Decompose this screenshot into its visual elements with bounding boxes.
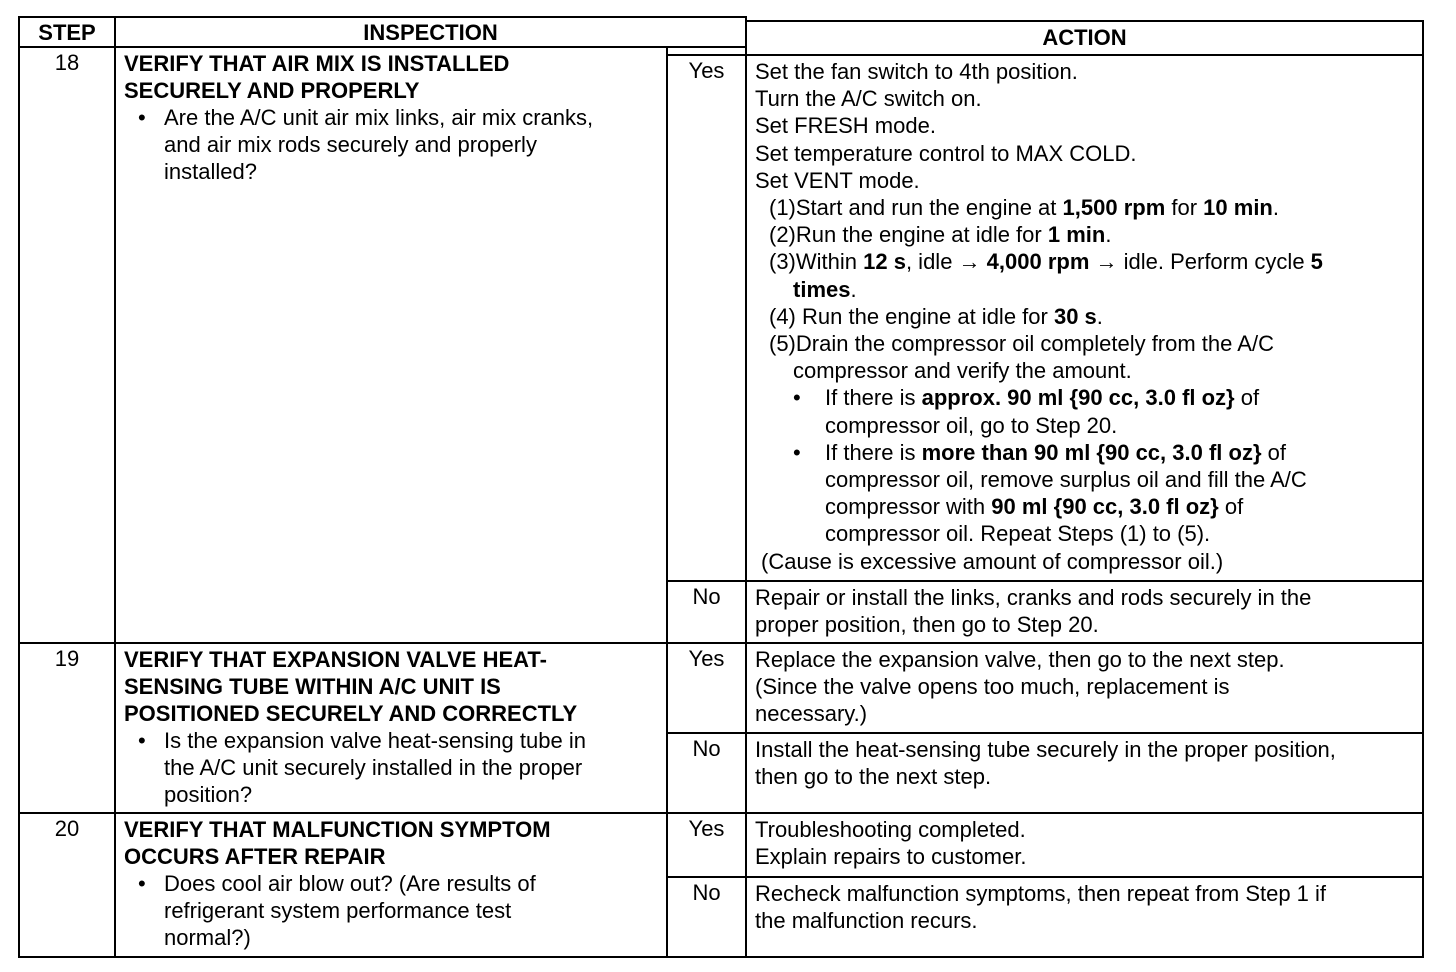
substep-2: (2)Run the engine at idle for 1 min. xyxy=(769,222,1112,248)
oil-bullet-more-than: • If there is more than 90 ml {90 cc, 3.0 fl oz} of xyxy=(755,439,1414,466)
step-19-question xyxy=(124,727,658,808)
oil-bullet-more-than-cont: compressor oil, remove surplus oil and fill the A/C xyxy=(825,467,1307,493)
step-18-no-label: No xyxy=(666,580,747,644)
question-line: • Are the A/C unit air mix links, air mix cranks, xyxy=(164,105,594,130)
question-bullet xyxy=(164,870,658,951)
title-line: VERIFY THAT MALFUNCTION SYMPTOM xyxy=(124,817,551,842)
title-line: VERIFY THAT EXPANSION VALVE HEAT- xyxy=(124,647,547,672)
step-19-no-label: No xyxy=(666,732,747,814)
troubleshooting-table xyxy=(18,16,1424,958)
question-line: • Is the expansion valve heat-sensing tube in xyxy=(164,728,586,753)
oil-bullet-more-than-cont: compressor oil. Repeat Steps (1) to (5). xyxy=(825,521,1211,547)
action-line: Troubleshooting completed. xyxy=(755,817,1026,842)
header-inspection: INSPECTION xyxy=(114,16,747,48)
oil-bullet-approx: • If there is approx. 90 ml {90 cc, 3.0 fl oz} of xyxy=(755,384,1414,411)
question-line: and air mix rods securely and properly xyxy=(164,132,537,157)
substep-4: (4) Run the engine at idle for 30 s. xyxy=(769,303,1103,329)
step-number-19: 19 xyxy=(18,642,116,814)
action-line: then go to the next step. xyxy=(755,764,992,790)
action-line: (Since the valve opens too much, replacement is xyxy=(755,674,1230,700)
substep-3-cont: times. xyxy=(793,276,857,302)
question-bullet xyxy=(164,727,658,808)
action-line: Repair or install the links, cranks and rods securely in the xyxy=(755,585,1312,610)
step-19-inspection xyxy=(114,642,668,814)
action-line: Install the heat-sensing tube securely in the proper position, xyxy=(755,737,1336,762)
header-step: STEP xyxy=(18,16,116,48)
action-line: Set the fan switch to 4th position. xyxy=(755,59,1078,84)
action-line: Set temperature control to MAX COLD. xyxy=(755,140,1137,166)
substep-5: (5)Drain the compressor oil completely from the A/C xyxy=(769,331,1274,357)
title-line: OCCURS AFTER REPAIR xyxy=(124,844,386,869)
action-line: necessary.) xyxy=(755,701,868,727)
question-bullet xyxy=(164,104,658,185)
step-19-no-action xyxy=(745,732,1424,814)
step-19-yes-action xyxy=(745,642,1424,734)
title-line: POSITIONED SECURELY AND CORRECTLY xyxy=(124,701,578,726)
cause-note: (Cause is excessive amount of compressor oil.) xyxy=(761,548,1224,574)
substep-5-cont: compressor and verify the amount. xyxy=(793,358,1132,384)
oil-bullet-more-than-cont: compressor with 90 ml {90 cc, 3.0 fl oz} of xyxy=(825,494,1244,520)
question-line: normal?) xyxy=(164,925,251,950)
substep-3: (3)Within 12 s, idle → 4,000 rpm → idle. Perform cycle 5 xyxy=(769,249,1323,275)
step-20-yes-label: Yes xyxy=(666,812,747,878)
title-line: SECURELY AND PROPERLY xyxy=(124,78,420,103)
action-line: the malfunction recurs. xyxy=(755,908,978,934)
step-18-yes-label: Yes xyxy=(666,54,747,582)
step-20-no-action xyxy=(745,876,1424,958)
question-line: refrigerant system performance test xyxy=(164,898,512,923)
step-18-yes-action xyxy=(745,54,1424,582)
step-18-question xyxy=(124,104,658,185)
action-line: proper position, then go to Step 20. xyxy=(755,612,1099,638)
question-line: installed? xyxy=(164,159,257,184)
question-line: the A/C unit securely installed in the proper xyxy=(164,755,583,780)
header-action: ACTION xyxy=(745,20,1424,56)
step-number-20: 20 xyxy=(18,812,116,958)
action-line: Recheck malfunction symptoms, then repeat from Step 1 if xyxy=(755,881,1327,906)
step-19-title xyxy=(124,646,658,727)
step-20-no-label: No xyxy=(666,876,747,958)
question-line: position? xyxy=(164,782,253,807)
oil-bullet-approx-cont: compressor oil, go to Step 20. xyxy=(825,412,1118,438)
step-18-no-action xyxy=(745,580,1424,644)
action-line: Set FRESH mode. xyxy=(755,113,936,139)
step-20-yes-action xyxy=(745,812,1424,878)
action-line: Turn the A/C switch on. xyxy=(755,86,982,112)
step-18-inspection xyxy=(114,46,668,644)
step-18-title xyxy=(124,50,658,104)
step-number-18: 18 xyxy=(18,46,116,644)
title-line: SENSING TUBE WITHIN A/C UNIT IS xyxy=(124,674,501,699)
substep-1: (1)Start and run the engine at 1,500 rpm for 10 min. xyxy=(769,195,1279,221)
action-line: Replace the expansion valve, then go to the next step. xyxy=(755,647,1285,672)
step-20-inspection xyxy=(114,812,668,958)
action-line: Explain repairs to customer. xyxy=(755,844,1027,870)
title-line: VERIFY THAT AIR MIX IS INSTALLED xyxy=(124,51,510,76)
step-20-question xyxy=(124,870,658,951)
step-19-yes-label: Yes xyxy=(666,642,747,734)
action-line: Set VENT mode. xyxy=(755,167,920,193)
step-20-title xyxy=(124,816,658,870)
question-line: • Does cool air blow out? (Are results of xyxy=(164,871,536,896)
